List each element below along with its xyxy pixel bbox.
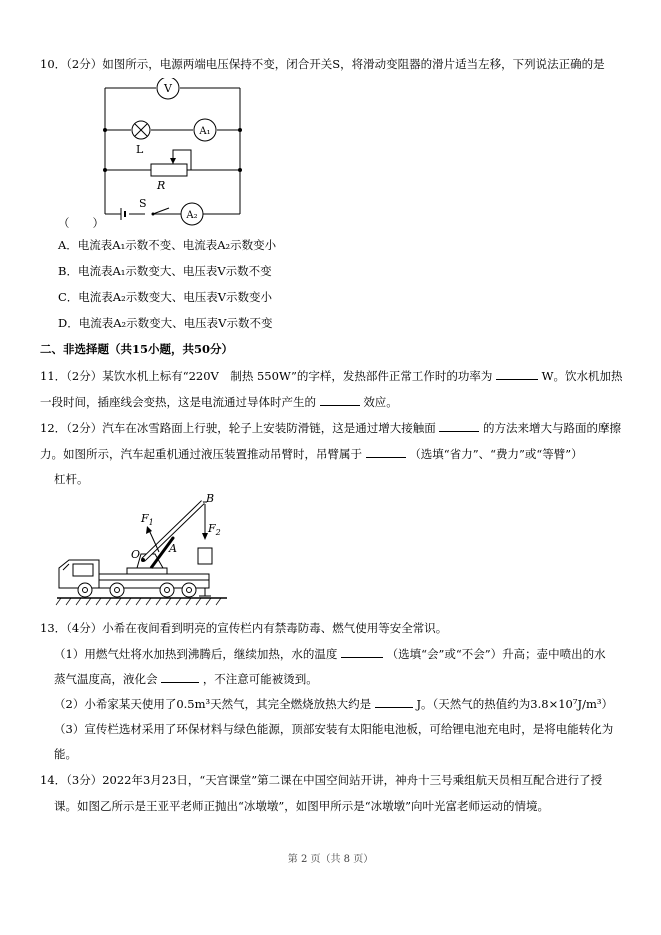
crane-truck-figure (55, 490, 235, 608)
q13-text-f: J。（天然气的热值约为3.8×10⁷J/m³） (416, 697, 613, 711)
rheostat-label: R (157, 179, 166, 192)
q10-option-b: B．电流表A₁示数变大、电压表V示数不变 (58, 264, 272, 278)
point-a (172, 537, 175, 540)
q13-part3-line1: （3）宣传栏选材采用了环保材料与绿色能源，顶部安装有太阳能电池板，可给锂电池充电时，是将电能转化为 (54, 722, 614, 736)
q13-blank-3 (375, 695, 413, 708)
q13-part2 (54, 695, 613, 712)
force-f1-arrowhead (146, 526, 152, 534)
q12-line1 (40, 419, 621, 436)
q13-part1-line1 (54, 645, 606, 662)
truck-wheels (78, 583, 196, 597)
q13-blank-1 (341, 645, 383, 658)
q10-stem: 10．（2分）如图所示，电源两端电压保持不变，闭合开关S，将滑动变阻器的滑片适当左移，下列说法正确的是 (40, 57, 605, 71)
q12-text-b: 的方法来增大与路面的摩擦 (483, 421, 622, 435)
q11-line1 (40, 367, 623, 384)
label-o: O (131, 548, 141, 561)
ammeter-a2-label: A₂ (186, 210, 198, 221)
q11-blank-2 (320, 393, 360, 406)
page-footer: 第 2 页（共 8 页） (287, 854, 374, 865)
label-f2: $F_2$ (208, 522, 221, 537)
q13-text-b: （选填“会”或“不会”）升高；壶中喷出的水 (386, 647, 606, 661)
switch-contact (152, 213, 155, 216)
q13-stem: 13．（4分）小希在夜间看到明亮的宣传栏内有禁毒防毒、燃气使用等安全常识。 (40, 621, 448, 635)
q10-option-c: C．电流表A₂示数变大、电压表V示数变小 (58, 290, 273, 304)
q12-blank-1 (439, 419, 479, 432)
q13-text-c: 蒸气温度高，液化会 (54, 672, 158, 686)
battery-symbol (121, 208, 125, 220)
switch-label: S (139, 197, 147, 210)
pivot-point-o (141, 558, 145, 562)
label-f1: $F_1$ (141, 512, 154, 527)
label-b: B (206, 492, 215, 505)
q12-line2 (40, 445, 583, 462)
q13-text-d: ，不注意可能被烫到。 (202, 672, 318, 686)
label-a: A (169, 542, 177, 555)
q10-option-a: A．电流表A₁示数不变、电流表A₂示数变小 (58, 238, 277, 252)
q12-text-a: 12．（2分）汽车在冰雪路面上行驶，轮子上安装防滑链，这是通过增大接触面 (40, 421, 436, 435)
q11-blank-1 (496, 367, 538, 380)
q13-part1-line2 (54, 670, 318, 687)
rheostat-slider-arrow (170, 158, 176, 164)
lamp-symbol (132, 121, 150, 139)
q10-circuit-diagram (95, 78, 255, 228)
q10-option-d: D．电流表A₂示数变大、电压表V示数不变 (58, 316, 273, 330)
q10-answer-paren: （ ） (58, 216, 104, 230)
q11-text-a: 11．（2分）某饮水机上标有“220V 制热 550W”的字样，发热部件正常工作时的功率为 (40, 369, 493, 383)
q11-text-c: 一段时间，插座线会变热，这是电流通过导体时产生的 (40, 395, 316, 409)
q13-text-a: （1）用燃气灶将水加热到沸腾后，继续加热，水的温度 (54, 647, 338, 661)
q12-blank-2 (366, 445, 406, 458)
section-heading: 二、非选择题（共15小题，共50分） (40, 342, 234, 356)
q12-line3: 杠杆。 (54, 472, 89, 486)
lamp-label: L (136, 143, 144, 156)
q13-text-e: （2）小希家某天使用了0.5m³天然气，其完全燃烧放热大约是 (54, 697, 372, 711)
q14-line2: 课。如图乙所示是王亚平老师正抛出“冰墩墩”，如图甲所示是“冰墩墩”向叶光富老师运动的情境。 (54, 799, 550, 813)
q11-text-b: W。饮水机加热 (541, 369, 623, 383)
q11-text-d: 效应。 (363, 395, 398, 409)
q13-part3-line2 (54, 746, 77, 762)
q11-line2 (40, 393, 398, 410)
q12-text-c: 力。如图所示，汽车起重机通过液压装置推动吊臂时，吊臂属于 (40, 447, 362, 461)
voltmeter-label: V (164, 82, 172, 95)
q14-line1: 14．（3分）2022年3月23日，“天宫课堂”第二课在中国空间站开讲，神舟十三号乘组航天员相互配合进行了授 (40, 773, 603, 787)
ammeter-a1-label: A₁ (199, 126, 211, 137)
q13-text-g: 能。 (54, 747, 77, 761)
q12-text-d: （选填“省力”、“费力”或“等臂”） (409, 447, 583, 461)
q13-blank-2 (161, 670, 199, 683)
